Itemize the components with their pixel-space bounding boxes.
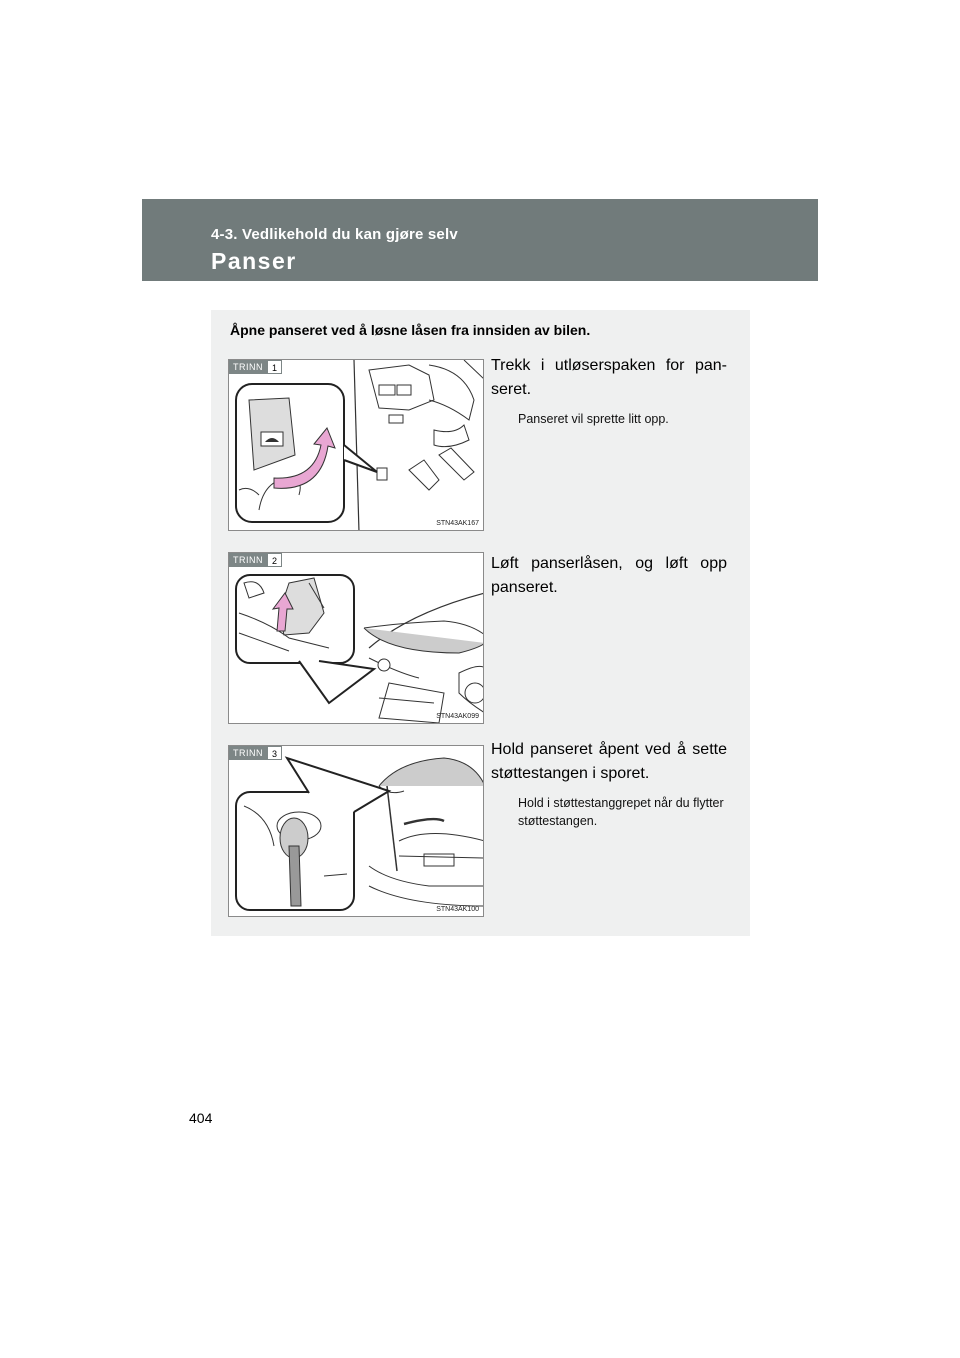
page-number: 404 — [189, 1110, 213, 1126]
hood-release-lever-drawing — [229, 360, 484, 531]
hood-latch-drawing — [229, 553, 484, 724]
step-badge-number: 1 — [267, 360, 282, 374]
figure-code: STN43AK099 — [436, 713, 479, 720]
step-2-illustration — [228, 552, 484, 724]
step-badge-word: TRINN — [229, 360, 267, 374]
step-badge-number: 2 — [267, 553, 282, 567]
step-1-illustration — [228, 359, 484, 531]
step-badge-word: TRINN — [229, 553, 267, 567]
figure-code: STN43AK167 — [436, 520, 479, 527]
step-1-instruction: Trekk i utløserspaken for pan-seret. — [491, 357, 727, 398]
hood-support-rod-drawing — [229, 746, 484, 917]
intro-text: Åpne panseret ved å løsne låsen fra innsiden av bilen. — [230, 322, 591, 338]
step-3-note: Hold i støttestanggrepet når du flytter støttestangen. — [518, 796, 724, 828]
step-1-note: Panseret vil sprette litt opp. — [518, 412, 669, 426]
step-2-badge — [229, 553, 282, 567]
instruction-panel — [211, 310, 750, 936]
section-label: 4-3. Vedlikehold du kan gjøre selv — [211, 226, 458, 243]
step-badge-word: TRINN — [229, 746, 267, 760]
figure-code: STN43AK100 — [436, 906, 479, 913]
step-1-badge — [229, 360, 282, 374]
step-3-instruction: Hold panseret åpent ved å sette støttestangen i sporet. — [491, 741, 727, 782]
step-2-instruction: Løft panserlåsen, og løft opp panseret. — [491, 555, 727, 596]
step-3-illustration — [228, 745, 484, 917]
section-header — [142, 199, 818, 281]
step-3-badge — [229, 746, 282, 760]
step-badge-number: 3 — [267, 746, 282, 760]
page-title: Panser — [211, 248, 297, 274]
